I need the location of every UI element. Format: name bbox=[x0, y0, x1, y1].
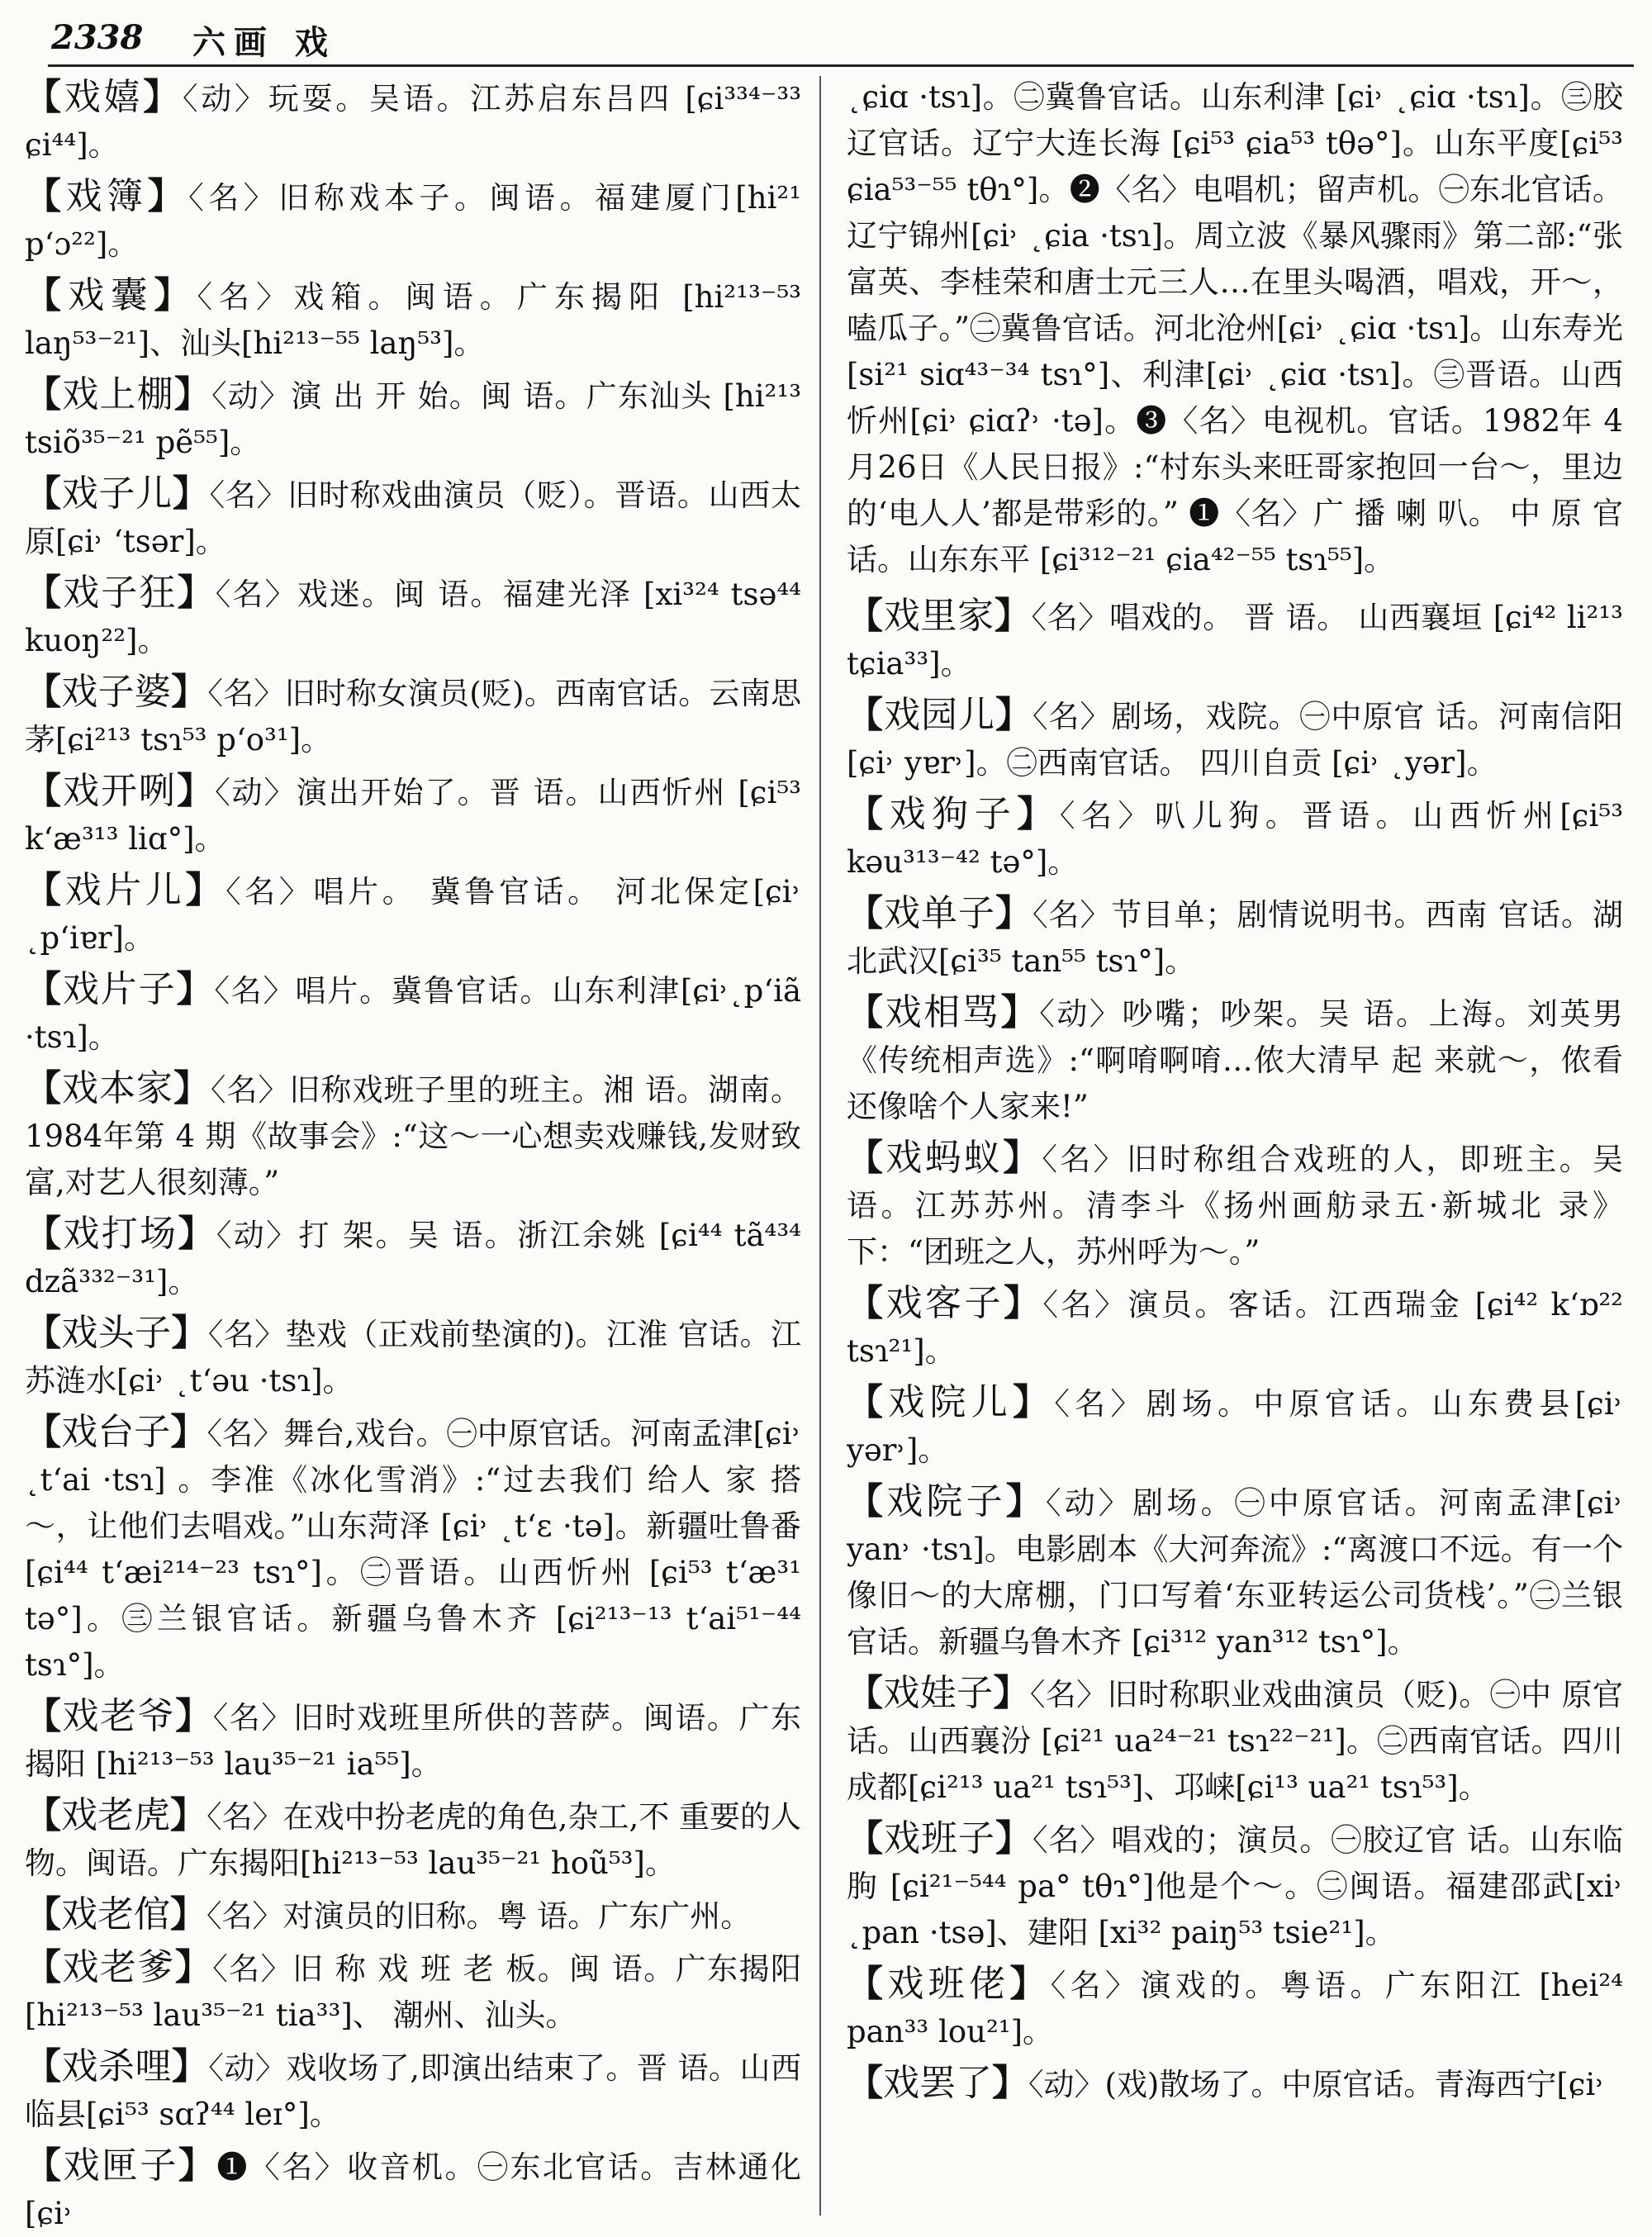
right-bracket: 】 bbox=[1000, 991, 1040, 1033]
entry-headword: 戏班佬 bbox=[887, 1963, 1010, 2005]
entry-headword: 戏囊 bbox=[68, 274, 154, 316]
right-bracket: 】 bbox=[171, 2045, 209, 2087]
entry-headword: 戏单子 bbox=[884, 892, 995, 934]
dictionary-entry bbox=[847, 1816, 1633, 1956]
right-bracket: 】 bbox=[171, 1312, 208, 1354]
right-bracket: 】 bbox=[1005, 1480, 1046, 1522]
entry-headword: 戏班子 bbox=[884, 1817, 995, 1859]
dictionary-entry bbox=[25, 867, 811, 962]
right-bracket: 】 bbox=[172, 473, 210, 515]
entry-definition: 〈动〉剧场。㊀中原官话。河南孟津[ɕi˒ yan˒ ·tsɿ]。电影剧本《大河奔流》:“离渡口不远。有一个像旧～的大席棚，门口写着‘东亚转运公司货栈’。”㊁兰银官话。新疆乌鲁木齐 [ɕi³¹² yan³¹² tsɿ°]。 bbox=[847, 1485, 1633, 1660]
right-bracket: 】 bbox=[178, 1213, 216, 1255]
entry-definition: 〈名〉对演员的旧称。粤 语。广东广州。 bbox=[206, 1898, 752, 1934]
left-bracket: 【 bbox=[25, 1893, 61, 1935]
entry-headword: 戏里家 bbox=[883, 595, 995, 637]
right-bracket: 】 bbox=[173, 373, 212, 416]
right-bracket: 】 bbox=[994, 595, 1032, 637]
dictionary-entry bbox=[25, 570, 811, 664]
dictionary-entry bbox=[25, 1409, 811, 1688]
dictionary-entry bbox=[25, 2044, 801, 2138]
right-bracket: 】 bbox=[170, 1893, 206, 1935]
left-bracket: 【 bbox=[25, 175, 66, 217]
entry-headword: 戏台子 bbox=[61, 1411, 171, 1453]
dictionary-entry bbox=[25, 74, 811, 169]
right-bracket: 】 bbox=[1003, 1282, 1043, 1324]
right-bracket: 】 bbox=[170, 1794, 207, 1836]
entry-definition: 〈名〉唱片。 冀鲁官话。 河北保定[ɕi˒ ˛pʻiɐr]。 bbox=[25, 874, 811, 956]
entry-headword: 戏头子 bbox=[61, 1312, 172, 1354]
left-bracket: 【 bbox=[25, 1213, 64, 1255]
left-bracket: 【 bbox=[847, 991, 885, 1033]
right-bracket: 】 bbox=[154, 274, 197, 316]
left-bracket: 【 bbox=[847, 1381, 889, 1423]
entry-definition: ❶〈名〉收音机。㊀东北官话。吉林通化 [ɕi˒ bbox=[25, 2149, 811, 2231]
dictionary-entry bbox=[25, 1693, 801, 1788]
dictionary-entry bbox=[25, 372, 811, 466]
left-bracket: 【 bbox=[25, 671, 62, 713]
left-bracket: 【 bbox=[25, 274, 69, 316]
right-bracket: 】 bbox=[995, 892, 1032, 934]
running-head: 六画 戏 bbox=[192, 23, 336, 62]
left-bracket: 【 bbox=[847, 1137, 886, 1179]
right-bracket: 】 bbox=[175, 1695, 213, 1737]
right-bracket: 】 bbox=[173, 1067, 211, 1109]
entry-definition: 〈动〉打 架。吴 语。浙江余姚 [ɕi⁴⁴ tã⁴³⁴ dzã³³²⁻³¹]。 bbox=[25, 1218, 811, 1299]
left-bracket: 【 bbox=[847, 793, 890, 835]
entry-definition: 〈名〉旧时戏班里所供的菩萨。闽语。广东揭阳 [hi²¹³⁻⁵³ lau³⁵⁻²¹ ia⁵⁵]。 bbox=[25, 1700, 802, 1782]
dictionary-entry bbox=[847, 593, 1633, 687]
entry-definition: 〈名〉旧时称戏曲演员（贬）。晋语。山西太原[ɕi˒ ʻtsər]。 bbox=[25, 477, 802, 559]
dictionary-entry bbox=[847, 1280, 1633, 1375]
entry-headword: 戏嬉 bbox=[64, 76, 144, 118]
left-bracket: 【 bbox=[25, 2144, 64, 2187]
entry-headword: 戏院子 bbox=[886, 1480, 1006, 1522]
right-bracket: 】 bbox=[185, 869, 226, 911]
dictionary-entry bbox=[847, 791, 1633, 886]
left-bracket: 【 bbox=[847, 694, 884, 736]
entry-definition: 〈名〉叭儿狗。晋语。山西忻州[ɕi⁵³ kəu³¹³⁻⁴² tə°]。 bbox=[847, 798, 1633, 880]
right-bracket: 】 bbox=[177, 770, 216, 812]
right-bracket: 】 bbox=[1017, 793, 1060, 835]
entry-definition: 〈动〉演 出 开 始。闽 语。广东汕头 [hi²¹³ tsiõ³⁵⁻²¹ pẽ⁵⁵]。 bbox=[25, 378, 811, 460]
right-bracket: 】 bbox=[174, 1946, 213, 1988]
left-bracket: 【 bbox=[25, 473, 62, 515]
dictionary-entry bbox=[847, 1479, 1633, 1665]
entry-headword: 戏开咧 bbox=[63, 770, 178, 812]
right-bracket: 】 bbox=[177, 572, 216, 614]
left-bracket: 【 bbox=[847, 892, 884, 934]
entry-definition: 〈名〉在戏中扮老虎的角色,杂工,不 重要的人物。闽语。广东揭阳[hi²¹³⁻⁵³ lau³⁵⁻²¹ hoũ⁵³]。 bbox=[25, 1799, 802, 1881]
dictionary-entry bbox=[847, 74, 1633, 583]
entry-definition: 〈名〉旧称戏班子里的班主。湘 语。湖南。1984年第 4 期《故事会》:“这～一心想卖戏赚钱,发财致富,对艺人很刻薄。” bbox=[25, 1072, 802, 1200]
right-bracket: 】 bbox=[171, 671, 208, 713]
entry-headword: 戏杀哩 bbox=[61, 2045, 172, 2087]
entry-headword: 戏老爷 bbox=[62, 1695, 176, 1737]
entry-definition: 〈名〉旧时称职业戏曲演员（贬)。㊀中 原官话。山西襄汾 [ɕi²¹ ua²⁴⁻²¹ tsɿ²²⁻²¹]。㊁西南官话。四川成都[ɕi²¹³ ua²¹ tsɿ⁵³]、邛崃[ɕi¹³ ua²¹ tsɿ⁵³]。 bbox=[847, 1677, 1624, 1805]
dictionary-entry bbox=[25, 2143, 811, 2237]
entry-headword: 戏片子 bbox=[62, 968, 177, 1010]
entry-definition: 〈动〉(戏)散场了。中原官话。青海西宁[ɕi˒ bbox=[1028, 2067, 1605, 2102]
right-bracket: 】 bbox=[178, 2144, 217, 2187]
entry-headword: 戏狗子 bbox=[889, 793, 1018, 835]
dictionary-entry bbox=[25, 1793, 801, 1887]
entry-headword: 戏子狂 bbox=[63, 572, 178, 614]
left-bracket: 【 bbox=[25, 2045, 62, 2087]
entry-definition: 〈名〉剧场，戏院。㊀中原官 话。河南信阳 [ɕi˒ yɐr˒]。㊁西南官话。 四川自贡 [ɕi˒ ˛yər]。 bbox=[847, 699, 1633, 781]
entry-definition: ˛ɕiɑ ·tsɿ]。㊁冀鲁官话。山东利津 [ɕi˒ ˛ɕiɑ ·tsɿ]。㊂胶辽官话。辽宁大连长海 [ɕi⁵³ ɕia⁵³ tθə°]。山东平度[ɕi⁵³ ɕia⁵³⁻⁵⁵ tθɿ°]。❷〈名〉电唱机；留声机。㊀东北官话。辽宁锦州[ɕi˒ ˛ɕia ·tsɿ]。周立波《暴风骤雨》第二部:“张富英、李桂荣和唐士元三人…在里头喝酒，唱戏，开～，嗑瓜子。”㊁冀鲁官话。河北沧州[ɕi˒ ˛ɕiɑ ·tsɿ]。山东寿光[si²¹ siɑ⁴³⁻³⁴ tsɿ°]、利津[ɕi˒ ˛ɕiɑ ·tsɿ]。㊂晋语。山西忻州[ɕi˒ ɕiɑʔ˒ ·tə]。❸〈名〉电视机。官话。1982年 4 月26日《人民日报》:“村东头来旺哥家抱回一台～，里边的‘电人人’都是带彩的。” ❶〈名〉广 播 喇 叭。 中 原 官 话。山东东平 [ɕi³¹²⁻²¹ ɕia⁴²⁻⁵⁵ tsɿ⁵⁵]。 bbox=[847, 79, 1633, 577]
entry-definition: 〈名〉戏箱。闽语。广东揭阳 [hi²¹³⁻⁵³ laŋ⁵³⁻²¹]、汕头[hi²¹³⁻⁵⁵ laŋ⁵³]。 bbox=[25, 279, 811, 361]
right-bracket: 】 bbox=[143, 76, 183, 118]
left-bracket: 【 bbox=[25, 76, 64, 118]
entry-definition: 〈动〉戏收场了,即演出结束了。晋 语。山西临县[ɕi⁵³ sɑʔ⁴⁴ leɪ°]。 bbox=[25, 2050, 802, 2132]
column-divider bbox=[819, 76, 821, 2216]
entry-definition: 〈名〉唱戏的。 晋 语。 山西襄垣 [ɕi⁴² li²¹³ tɕia³³]。 bbox=[847, 600, 1633, 682]
left-bracket: 【 bbox=[847, 1672, 884, 1714]
entry-headword: 戏相骂 bbox=[885, 991, 1001, 1033]
left-bracket: 【 bbox=[25, 770, 64, 812]
entry-headword: 戏罢了 bbox=[883, 2062, 992, 2104]
dictionary-entry bbox=[25, 471, 801, 565]
entry-headword: 戏匣子 bbox=[63, 2144, 178, 2187]
entry-headword: 戏子婆 bbox=[61, 671, 172, 713]
dictionary-entry bbox=[847, 1135, 1623, 1275]
entry-definition: 〈动〉玩耍。吴语。江苏启东吕四 [ɕi³³⁴⁻³³ ɕi⁴⁴]。 bbox=[25, 81, 811, 163]
left-bracket: 【 bbox=[25, 572, 64, 614]
right-bracket: 】 bbox=[1009, 1963, 1051, 2005]
entry-headword: 戏园儿 bbox=[884, 694, 995, 736]
left-bracket: 【 bbox=[25, 1695, 63, 1737]
entry-definition: 〈动〉演出开始了。晋 语。山西忻州 [ɕi⁵³ kʻæ³¹³ liɑ°]。 bbox=[25, 775, 811, 857]
left-bracket: 【 bbox=[25, 869, 65, 911]
right-bracket: 】 bbox=[170, 1411, 207, 1453]
right-bracket: 】 bbox=[993, 1672, 1030, 1714]
entry-headword: 戏客子 bbox=[885, 1282, 1004, 1324]
dictionary-entry bbox=[847, 1670, 1623, 1811]
entry-definition: 〈名〉唱片。冀鲁官话。山东利津[ɕi˒˛pʻiã ·tsɿ]。 bbox=[25, 973, 811, 1055]
left-bracket: 【 bbox=[25, 1411, 62, 1453]
entry-definition: 〈名〉旧称戏本子。闽语。福建厦门[hi²¹ pʻɔ²²]。 bbox=[25, 180, 811, 262]
entry-headword: 戏子儿 bbox=[61, 473, 173, 515]
left-bracket: 【 bbox=[847, 1963, 888, 2005]
dictionary-entry bbox=[25, 768, 811, 862]
dictionary-entry bbox=[847, 990, 1623, 1130]
dictionary-entry bbox=[25, 1066, 801, 1206]
right-bracket: 】 bbox=[992, 2062, 1028, 2104]
left-bracket: 【 bbox=[847, 2062, 883, 2104]
right-bracket: 】 bbox=[995, 1817, 1032, 1859]
dictionary-entry bbox=[25, 1211, 811, 1305]
entry-headword: 戏老虎 bbox=[61, 1794, 171, 1836]
right-column bbox=[847, 74, 1633, 2222]
entry-headword: 戏簿 bbox=[65, 175, 148, 217]
dictionary-entry bbox=[847, 1380, 1633, 1474]
entry-headword: 戏老爹 bbox=[62, 1946, 175, 1988]
entry-definition: 〈名〉垫戏（正戏前垫演的)。江淮 官话。江苏涟水[ɕi˒ ˛tʻəu ·tsɿ]。 bbox=[25, 1317, 802, 1399]
entry-definition: 〈名〉戏迷。闽 语。福建光泽 [xi³²⁴ tsə⁴⁴ kuoŋ²²]。 bbox=[25, 577, 811, 658]
entry-headword: 戏娃子 bbox=[883, 1672, 994, 1714]
entry-headword: 戏院儿 bbox=[888, 1381, 1014, 1423]
dictionary-entry bbox=[25, 273, 811, 367]
left-bracket: 【 bbox=[847, 1480, 887, 1522]
right-bracket: 】 bbox=[176, 968, 215, 1010]
left-bracket: 【 bbox=[25, 968, 63, 1010]
entry-headword: 戏老倌 bbox=[61, 1893, 170, 1935]
page-header bbox=[48, 15, 1634, 67]
entry-headword: 戏上棚 bbox=[62, 373, 174, 416]
entry-definition: 〈名〉唱戏的；演员。㊀胶辽官 话。山东临朐 [ɕi²¹⁻⁵⁴⁴ pa° tθɿ°]他是个～。㊁闽语。福建邵武[xi˒ ˛pan ·tsə]、建阳 [xi³² paiŋ⁵³ tsie²¹]。 bbox=[847, 1822, 1633, 1950]
entry-headword: 戏蚂蚁 bbox=[885, 1137, 1004, 1179]
left-bracket: 【 bbox=[25, 1946, 63, 1988]
left-bracket: 【 bbox=[25, 1794, 62, 1836]
right-bracket: 】 bbox=[995, 694, 1032, 736]
left-bracket: 【 bbox=[847, 595, 884, 637]
entry-definition: 〈名〉演员。客话。江西瑞金 [ɕi⁴² kʻɒ²² tsɿ²¹]。 bbox=[847, 1287, 1633, 1369]
entry-definition: 〈名〉旧时称组合戏班的人，即班主。吴语。江苏苏州。清李斗《扬州画舫录五·新城北 录》下：“团班之人，苏州呼为～。” bbox=[847, 1142, 1624, 1270]
left-bracket: 【 bbox=[25, 1312, 62, 1354]
dictionary-entry bbox=[847, 692, 1633, 786]
entry-headword: 戏打场 bbox=[63, 1213, 178, 1255]
dictionary-entry bbox=[25, 1945, 811, 2039]
left-column bbox=[25, 74, 811, 2231]
entry-headword: 戏片儿 bbox=[64, 869, 186, 911]
dictionary-entry bbox=[847, 2060, 1623, 2108]
entry-definition: 〈动〉吵嘴；吵架。吴 语。上海。刘英男《传统相声选》:“啊唷啊唷…侬大清早 起 来就～，侬看还像啥个人家来!” bbox=[847, 996, 1623, 1124]
left-bracket: 【 bbox=[25, 373, 63, 416]
dictionary-entry bbox=[25, 669, 801, 763]
entry-definition: 〈名〉剧场。中原官话。山东费县[ɕi˒ yər˒]。 bbox=[847, 1386, 1633, 1468]
dictionary-entry bbox=[847, 1961, 1633, 2055]
entry-definition: 〈名〉舞台,戏台。㊀中原官话。河南孟津[ɕi˒ ˛tʻai ·tsɿ] 。李准《冰化雪消》:“过去我们 给人 家 搭～，让他们去唱戏。”山东菏泽 [ɕi˒ ˛tʻɛ ·tə]。新疆吐鲁番[ɕi⁴⁴ tʻæi²¹⁴⁻²³ tsɿ°]。㊁晋语。山西忻州 [ɕi⁵³ tʻæ³¹ tə°]。㊂兰银官话。新疆乌鲁木齐 [ɕi²¹³⁻¹³ tʻai⁵¹⁻⁴⁴ tsɿ°]。 bbox=[25, 1416, 811, 1683]
dictionary-entry bbox=[25, 1310, 801, 1404]
left-bracket: 【 bbox=[847, 1282, 886, 1324]
entry-definition: 〈名〉旧 称 戏 班 老 板。闽 语。广东揭阳 [hi²¹³⁻⁵³ lau³⁵⁻²¹ tia³³]、 潮州、汕头。 bbox=[25, 1951, 811, 2033]
entry-definition: 〈名〉演戏的。粤语。广东阳江 [hei²⁴ pan³³ lou²¹]。 bbox=[847, 1968, 1633, 2049]
left-bracket: 【 bbox=[25, 1067, 62, 1109]
entry-definition: 〈名〉节目单；剧情说明书。西南 官话。湖北武汉[ɕi³⁵ tan⁵⁵ tsɿ°]。 bbox=[847, 897, 1624, 979]
left-bracket: 【 bbox=[847, 1817, 884, 1859]
page-number: 2338 bbox=[51, 18, 144, 57]
dictionary-entry bbox=[847, 891, 1623, 985]
entry-headword: 戏本家 bbox=[62, 1067, 173, 1109]
right-bracket: 】 bbox=[147, 175, 189, 217]
dictionary-entry bbox=[25, 967, 811, 1061]
right-bracket: 】 bbox=[1003, 1137, 1042, 1179]
dictionary-entry bbox=[25, 173, 811, 268]
entry-definition: 〈名〉旧时称女演员(贬)。西南官话。云南思茅[ɕi²¹³ tsɿ⁵³ pʻo³¹]。 bbox=[25, 676, 801, 758]
dictionary-entry bbox=[25, 1892, 801, 1940]
right-bracket: 】 bbox=[1013, 1381, 1055, 1423]
